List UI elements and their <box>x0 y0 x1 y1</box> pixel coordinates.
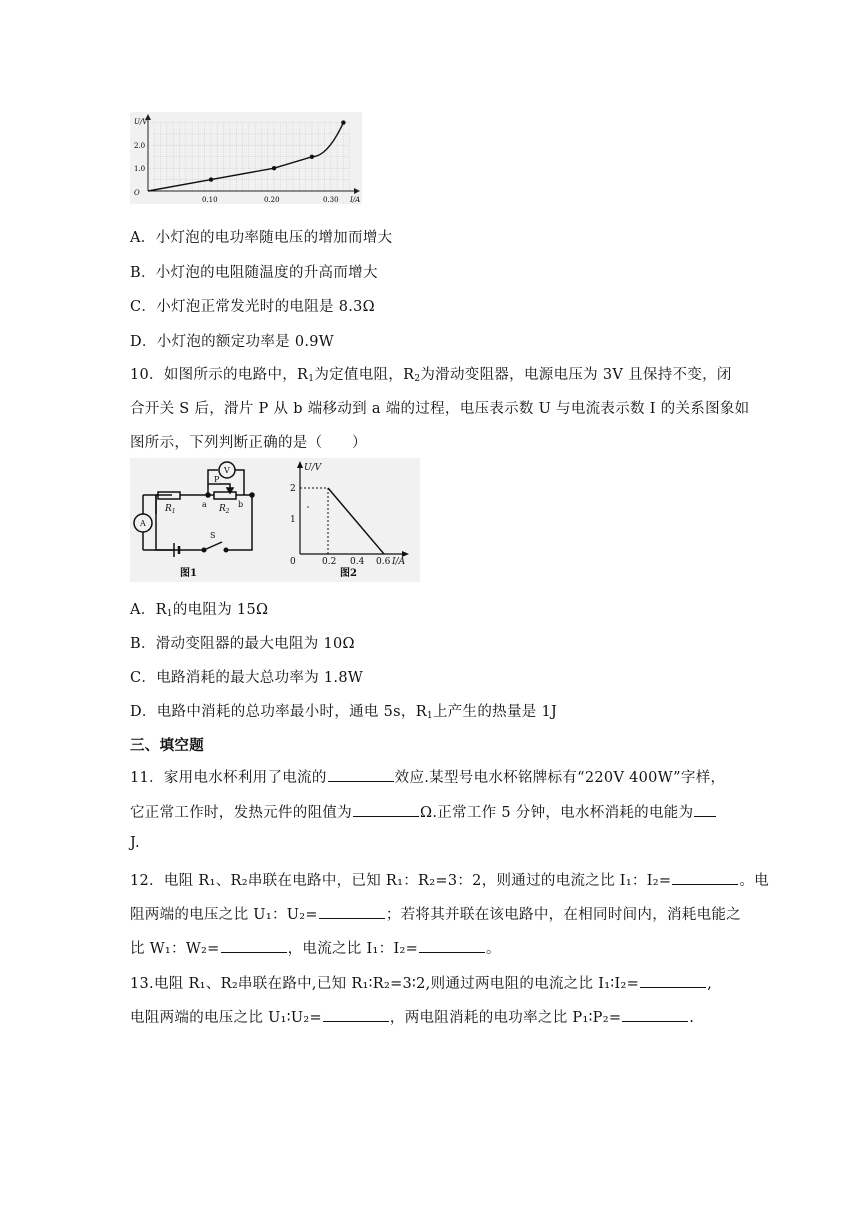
q9-ui-graph <box>130 112 362 204</box>
b-label: b <box>238 500 244 509</box>
fig2-xtick-2: 0.4 <box>350 557 365 567</box>
fig2-caption: 图2 <box>340 568 357 579</box>
q10-option-d: D．电路中消耗的总功率最小时，通电 5s，$R_1$上产生的热量是 1J <box>130 704 558 721</box>
q10-figures-svg <box>130 458 420 582</box>
q10-stem-line1 <box>130 363 732 384</box>
q9-ytick-2: 2.0 <box>134 142 146 150</box>
section-heading-fill-in: 三、填空题 <box>130 737 204 754</box>
q9-point-2 <box>272 166 276 170</box>
q10-option-a: A．$R_1$的电阻为 15Ω <box>130 602 269 619</box>
q9-xtick-3: 0.30 <box>323 196 339 204</box>
q9-chart-svg <box>130 112 362 204</box>
voltmeter-label: V <box>224 466 230 475</box>
fig2-xlabel: I/A <box>392 557 406 567</box>
q9-option-b: B．小灯泡的电阻随温度的升高而增大 <box>130 265 378 281</box>
q9-option-a: A．小灯泡的电功率随电压的增加而增大 <box>130 230 393 246</box>
fig2-ylabel: U/V <box>304 463 322 473</box>
ammeter-label: A <box>140 519 146 528</box>
q10-figures <box>130 458 420 582</box>
q10-option-c: C．电路消耗的最大总功率为 1.8W <box>130 670 364 686</box>
circuit-labels <box>139 466 243 579</box>
q11-blank-3[interactable] <box>694 802 716 817</box>
q10-stem-part3: 为滑动变阻器，电源电压为 3V 且保持不变，闭 <box>420 367 732 383</box>
q10-ui-graph <box>290 461 409 579</box>
q13-blank-2[interactable] <box>323 1007 389 1022</box>
junction-b <box>250 493 254 497</box>
a-label: a <box>202 500 207 509</box>
q9-xtick-1: 0.10 <box>202 196 218 204</box>
q9-ytick-1: 1.0 <box>134 165 146 173</box>
r2-label: $R_2$ <box>219 504 230 515</box>
q9-point-1 <box>209 177 213 181</box>
q13-line2: 电阻两端的电压之比 U₁∶U₂= ，两电阻消耗的电功率之比 P₁∶P₂= . <box>130 1006 694 1027</box>
r1-label: $R_1$ <box>165 504 176 515</box>
fig2-ytick-1: 1 <box>290 515 296 525</box>
q12-blank-4[interactable] <box>419 938 485 953</box>
sub-1: 1 <box>308 374 315 384</box>
r2-resistor <box>214 492 236 499</box>
fig2-xtick-1: 0.2 <box>322 557 337 567</box>
q10-circuit-diagram <box>134 462 254 557</box>
q10-stem-line3: 图所示，下列判断正确的是（ ） <box>130 435 367 451</box>
q12-blank-2[interactable] <box>319 904 385 919</box>
fig1-caption: 图1 <box>180 568 197 579</box>
q9-option-c: C．小灯泡正常发光时的电阻是 8.3Ω <box>130 299 375 315</box>
fig2-speck <box>307 506 309 508</box>
q9-point-3 <box>310 155 314 159</box>
q9-xlabel: I/A <box>350 196 361 204</box>
q9-ui-curve <box>148 123 343 191</box>
q10-stem-line2: 合开关 S 后，滑片 P 从 b 端移动到 a 端的过程，电压表示数 U 与电流表示数 I 的关系图象如 <box>130 401 750 417</box>
q10-option-b: B．滑动变阻器的最大电阻为 10Ω <box>130 636 355 652</box>
q13-blank-3[interactable] <box>622 1007 688 1022</box>
q13-blank-1[interactable] <box>640 973 706 988</box>
q10-stem-part2: 为定值电阻，R <box>314 367 415 383</box>
fig2-origin: 0 <box>290 557 296 567</box>
fig2-xtick-3: 0.6 <box>376 557 391 567</box>
q11-line1: 11．家用电水杯利用了电流的 效应.某型号电水杯铭牌标有“220V 400W”字样， <box>130 766 725 787</box>
q9-grid <box>148 123 350 191</box>
q12-blank-1[interactable] <box>672 870 738 885</box>
fig2-ui-line <box>328 488 384 554</box>
q9-x-arrow <box>354 188 360 194</box>
q11-line3: J. <box>130 835 140 851</box>
fig2-ytick-2: 2 <box>290 484 296 494</box>
q9-point-4 <box>341 120 345 124</box>
q9-ylabel: U/V <box>134 118 148 126</box>
q9-xtick-2: 0.20 <box>264 196 280 204</box>
q12-line3: 比 W₁：W₂= ，电流之比 I₁：I₂= 。 <box>130 937 501 958</box>
p-label: P <box>214 475 220 484</box>
q9-origin: O <box>134 189 140 197</box>
q12-line1: 12．电阻 R₁、R₂串联在电路中，已知 R₁：R₂=3：2，则通过的电流之比 I₁：I₂= 。电 <box>130 869 769 890</box>
junction-a <box>206 493 210 497</box>
q9-option-d: D．小灯泡的额定功率是 0.9W <box>130 334 334 350</box>
q13-line1: 13.电阻 R₁、R₂串联在路中,已知 R₁∶R₂=3∶2,则通过两电阻的电流之比 I₁∶I₂= , <box>130 972 712 993</box>
q11-blank-2[interactable] <box>353 802 419 817</box>
q12-line2: 阻两端的电压之比 U₁：U₂= ；若将其并联在该电路中，在相同时间内，消耗电能之 <box>130 903 741 924</box>
q11-blank-1[interactable] <box>328 767 394 782</box>
switch-blade <box>204 542 222 550</box>
slider-p-wire <box>208 484 230 495</box>
switch-label: S <box>210 531 216 540</box>
q11-line2: 它正常工作时，发热元件的阻值为 Ω.正常工作 5 分钟，电水杯消耗的电能为 <box>130 801 717 822</box>
q10-stem-part1: 10．如图所示的电路中，R <box>130 367 309 383</box>
sub-2: 2 <box>414 374 421 384</box>
q12-blank-3[interactable] <box>221 938 287 953</box>
fig2-y-arrow <box>297 461 303 468</box>
